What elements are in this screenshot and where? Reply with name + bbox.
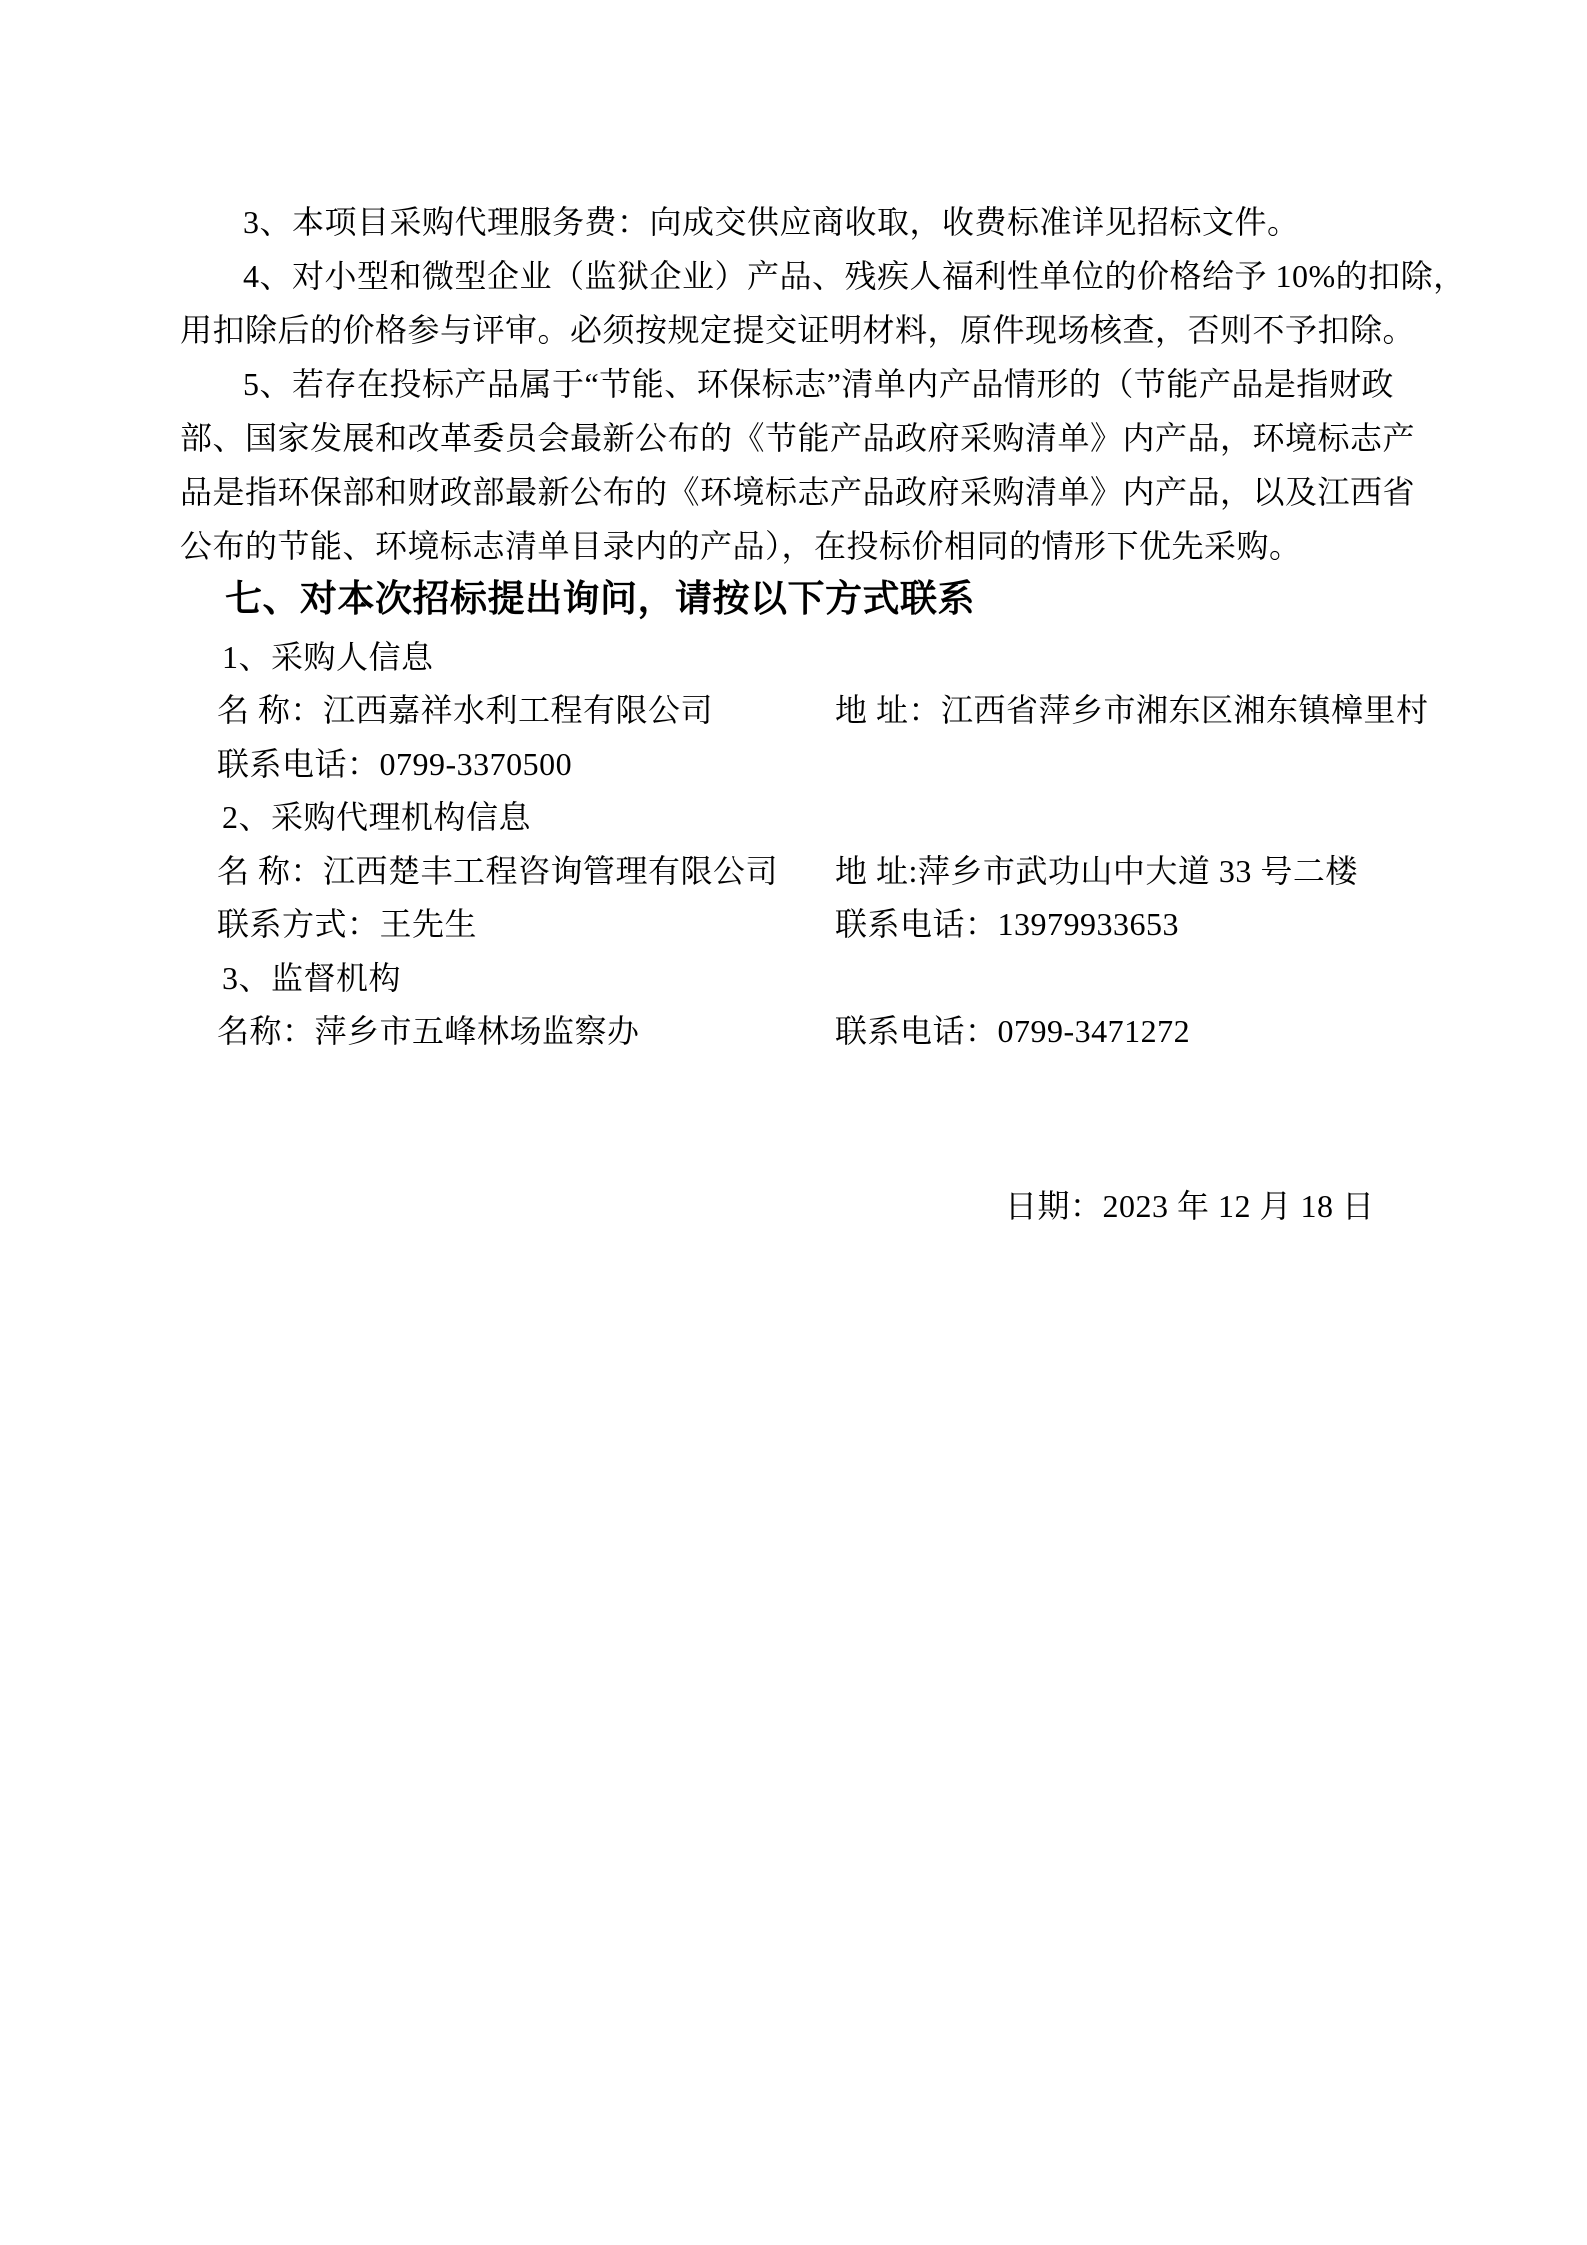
contact-row-supervisor-name-phone: [0, 1009, 1587, 1063]
purchaser-phone: 联系电话：0799-3370500: [217, 746, 573, 782]
paragraph-line-3-service-fee: 3、本项目采购代理服务费：向成交供应商收取，收费标准详见招标文件。: [243, 204, 1300, 240]
document-date: 日期：2023 年 12 月 18 日: [1005, 1188, 1375, 1224]
paragraph-line-5-eco-label: 5、若存在投标产品属于“节能、环保标志”清单内产品情形的（节能产品是指财政: [243, 366, 1394, 402]
paragraph-line-5-continuation-1: 部、国家发展和改革委员会最新公布的《节能产品政府采购清单》内产品，环境标志产: [180, 420, 1416, 456]
section-heading-seven-contact-methods: 七、对本次招标提出询问，请按以下方式联系: [225, 579, 975, 620]
paragraph-line-5-continuation-3: 公布的节能、环境标志清单目录内的产品），在投标价相同的情形下优先采购。: [180, 528, 1302, 564]
paragraph-line-4-price-deduction: 4、对小型和微型企业（监狱企业）产品、残疾人福利性单位的价格给予 10%的扣除，: [243, 258, 1466, 294]
contact-row-agency-name-address: [0, 849, 1587, 903]
agency-phone: 联系电话：13979933653: [835, 906, 1180, 942]
contact-group-purchaser-label: 1、采购人信息: [222, 639, 434, 675]
agency-address: 地 址:萍乡市武功山中大道 33 号二楼: [835, 853, 1358, 889]
contact-group-supervisor: [0, 956, 1587, 1010]
contact-group-agency-label: 2、采购代理机构信息: [222, 799, 532, 835]
contact-row-purchaser-name-address: [0, 688, 1587, 742]
contact-row-purchaser-phone: [0, 742, 1587, 796]
supervisor-phone: 联系电话：0799-3471272: [835, 1013, 1191, 1049]
contact-group-agency: [0, 795, 1587, 849]
contact-row-agency-contact-phone: [0, 902, 1587, 956]
paragraph-line-4-continuation: 用扣除后的价格参与评审。必须按规定提交证明材料，原件现场核查，否则不予扣除。: [180, 312, 1416, 348]
purchaser-name: 名 称：江西嘉祥水利工程有限公司: [217, 692, 714, 728]
purchaser-address: 地 址：江西省萍乡市湘东区湘东镇樟里村: [835, 692, 1429, 728]
contact-group-supervisor-label: 3、监督机构: [222, 960, 402, 996]
agency-name: 名 称：江西楚丰工程咨询管理有限公司: [217, 853, 779, 889]
paragraph-line-5-continuation-2: 品是指环保部和财政部最新公布的《环境标志产品政府采购清单》内产品，以及江西省: [180, 474, 1416, 510]
supervisor-name: 名称：萍乡市五峰林场监察办: [217, 1013, 640, 1049]
agency-contact-person: 联系方式：王先生: [217, 906, 478, 942]
contact-group-purchaser: [0, 635, 1587, 689]
